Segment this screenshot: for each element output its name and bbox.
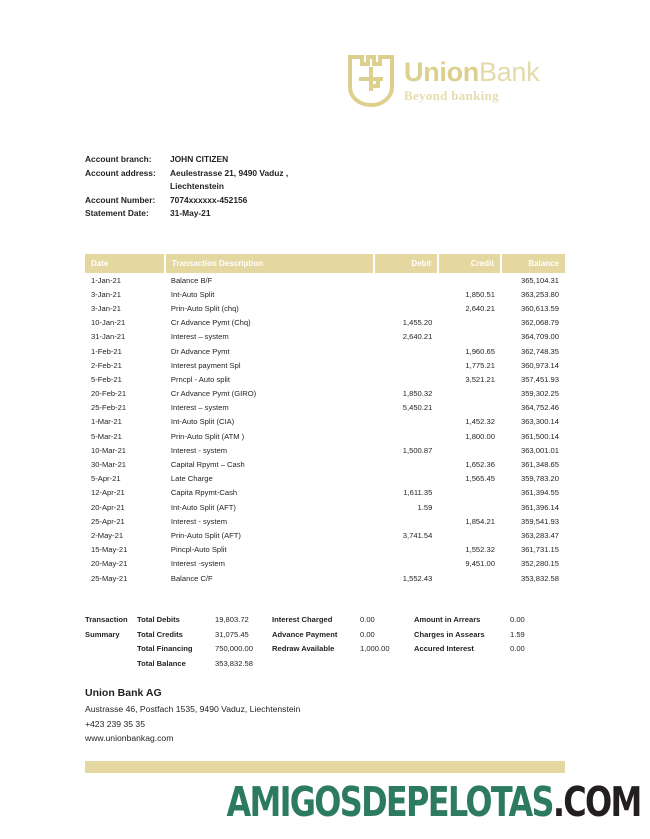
txn-debit: [374, 457, 438, 471]
txn-debit: [374, 344, 438, 358]
txn-debit: [374, 273, 438, 287]
summary-item-arrears-value: 0.00: [510, 644, 525, 653]
shield-cross-icon: [348, 55, 394, 107]
txn-debit: [374, 301, 438, 315]
txn-credit: [438, 500, 501, 514]
footer-accent-bar: [85, 761, 565, 773]
txn-credit: 1,775.21: [465, 360, 495, 370]
txn-credit: [438, 401, 501, 415]
table-row: [85, 528, 565, 542]
footer-phone: +423 239 35 35: [85, 718, 145, 729]
txn-description: Interest – system: [170, 403, 229, 413]
txn-credit: 1,960.65: [465, 346, 495, 356]
statement-date-value: 31-May-21: [170, 208, 211, 219]
txn-balance: 362,748.35: [520, 346, 559, 356]
txn-balance: 361,348.65: [520, 460, 559, 470]
table-row: [85, 514, 565, 528]
logo-word-bank: Bank: [478, 57, 540, 87]
column-header-credit: Credit: [438, 254, 501, 273]
txn-credit: 1,800.00: [465, 431, 495, 441]
txn-balance: 352,280.15: [520, 559, 559, 569]
summary-item-interest-label: Redraw Available: [272, 644, 335, 653]
txn-debit: 1,552.43: [402, 573, 433, 583]
summary-item-arrears-value: 0.00: [510, 615, 525, 624]
watermark: [143, 779, 650, 825]
watermark-suffix: .COM: [552, 778, 641, 826]
txn-date: 25-Feb-21: [91, 403, 127, 413]
account-branch-label: Account branch:: [85, 154, 152, 164]
txn-date: 3-Jan-21: [91, 289, 121, 299]
summary-item-interest-label: Interest Charged: [272, 615, 333, 624]
txn-balance: 363,300.14: [520, 417, 559, 427]
txn-date: 2-Feb-21: [91, 360, 122, 370]
table-row: [85, 358, 565, 372]
column-header-balance: Balance: [501, 254, 565, 273]
table-row: [85, 472, 565, 486]
txn-credit: 3,521.21: [465, 374, 495, 384]
table-row: [85, 344, 565, 358]
txn-debit: 1,500.87: [402, 445, 433, 455]
summary-item-interest-value: 0.00: [360, 629, 375, 639]
table-row: [85, 387, 565, 401]
column-header-description: Transaction Description: [165, 254, 374, 273]
footer-street-address: Austrasse 46, Postfach 1535, 9490 Vaduz, Liechtenstein: [85, 704, 301, 714]
txn-description: Int-Auto Split (AFT): [170, 502, 236, 512]
logo-text-block: [404, 55, 539, 104]
account-info-row: [85, 194, 288, 208]
txn-credit: [438, 316, 501, 330]
table-row: [85, 571, 565, 585]
txn-date: 12-Apr-21: [91, 488, 125, 498]
txn-balance: 353,832.58: [520, 573, 559, 583]
txn-description: Balance B/F: [170, 275, 213, 285]
txn-date: 20-May-21: [91, 559, 128, 569]
txn-date: 31-Jan-21: [91, 332, 126, 342]
table-row: [85, 500, 565, 514]
table-row: [85, 287, 565, 301]
summary-column-totals: [137, 613, 272, 671]
summary-item-interest-value: 1,000.00: [360, 644, 390, 653]
summary-item-interest: [272, 613, 414, 628]
txn-description: Dr Advance Pymt: [170, 346, 230, 356]
txn-description: Cr Advance Pymt (GIRO): [170, 389, 257, 399]
column-header-debit: Debit: [374, 254, 438, 273]
txn-date: 3-Jan-21: [91, 303, 121, 313]
summary-item-total: [137, 613, 272, 628]
txn-debit: [374, 557, 438, 571]
account-branch-value: JOHN CITIZEN: [170, 154, 229, 164]
txn-debit: [374, 472, 438, 486]
txn-debit: 1.59: [417, 502, 433, 512]
footer-company-name: Union Bank AG: [85, 687, 162, 699]
txn-date: 10-Mar-21: [91, 445, 127, 455]
txn-credit: 9,451.00: [465, 559, 495, 569]
txn-credit: [438, 486, 501, 500]
table-row: [85, 415, 565, 429]
table-row: [85, 316, 565, 330]
summary-item-total-value: 19,803.72: [215, 615, 249, 624]
summary-item-arrears-label: Amount in Arrears: [414, 615, 481, 624]
summary-item-arrears: [414, 613, 554, 628]
footer-website[interactable]: www.unionbankag.com: [85, 733, 174, 743]
txn-debit: 1,850.32: [402, 389, 433, 399]
summary-item-total: [137, 657, 272, 672]
txn-date: 1-Mar-21: [91, 417, 122, 427]
txn-credit: [438, 273, 501, 287]
table-row: [85, 486, 565, 500]
txn-description: Interest - system: [170, 516, 228, 526]
summary-column-interest: [272, 613, 414, 657]
account-number-label: Account Number:: [85, 194, 156, 205]
summary-item-total: [137, 628, 272, 643]
bank-logo: [348, 55, 539, 107]
txn-debit: 2,640.21: [402, 332, 433, 342]
summary-title-line1: Transaction: [85, 615, 128, 624]
txn-balance: 359,541.93: [520, 516, 559, 526]
txn-debit: 5,450.21: [402, 403, 433, 413]
txn-balance: 361,394.55: [520, 488, 559, 498]
txn-debit: [374, 358, 438, 372]
txn-debit: [374, 429, 438, 443]
txn-balance: 359,302.25: [520, 389, 559, 399]
txn-description: Interest - system: [170, 445, 228, 455]
txn-date: 10-Jan-21: [91, 318, 126, 328]
txn-debit: [374, 287, 438, 301]
account-info-row: [85, 180, 288, 194]
txn-balance: 361,396.14: [520, 502, 559, 512]
column-header-date: Date: [85, 254, 165, 273]
account-number-value: 7074xxxxxx-452156: [170, 194, 248, 205]
txn-date: 25-May-21: [91, 573, 128, 583]
table-header-row: [85, 254, 565, 273]
summary-item-total-label: Total Financing: [137, 644, 193, 653]
account-address-label-cont: [85, 180, 170, 194]
account-address-label: Account address:: [85, 167, 156, 178]
txn-credit: 1,850.51: [465, 289, 495, 299]
txn-description: Interest -system: [170, 559, 225, 569]
txn-debit: 3,741.54: [402, 530, 433, 540]
txn-date: 20-Feb-21: [91, 389, 127, 399]
summary-item-arrears: [414, 642, 554, 657]
table-row: [85, 557, 565, 571]
txn-description: Capita Rpymt-Cash: [170, 488, 238, 498]
txn-debit: [374, 514, 438, 528]
account-address-value-cont: Liechtenstein: [170, 181, 224, 192]
summary-item-arrears-value: 1.59: [510, 629, 525, 639]
summary-item-interest: [272, 628, 414, 643]
txn-date: 2-May-21: [91, 530, 124, 540]
txn-description: Prin-Auto Split (ATM ): [170, 431, 245, 441]
txn-credit: 1,652.36: [465, 460, 495, 470]
txn-credit: [438, 330, 501, 344]
txn-description: Prncpl - Auto split: [170, 374, 230, 384]
summary-item-total-value: 31,075.45: [215, 629, 249, 639]
summary-item-interest-label: Advance Payment: [272, 629, 338, 639]
txn-balance: 363,253.80: [520, 289, 559, 299]
txn-description: Int-Auto Split: [170, 289, 215, 299]
summary-item-arrears-label: Accured Interest: [414, 644, 474, 653]
txn-description: Prin-Auto Split (chq): [170, 303, 239, 313]
txn-date: 5-Apr-21: [91, 474, 121, 484]
txn-description: Late Charge: [170, 474, 213, 484]
table-row: [85, 273, 565, 287]
txn-description: Interest payment Spl: [170, 360, 241, 370]
table-row: [85, 443, 565, 457]
txn-description: Interest – system: [170, 332, 229, 342]
table-row: [85, 429, 565, 443]
txn-credit: 1,552.32: [465, 545, 495, 555]
summary-item-interest-value: 0.00: [360, 615, 375, 624]
txn-balance: 357,451.93: [520, 374, 559, 384]
transactions-table-header: [85, 254, 565, 273]
txn-description: Balance C/F: [170, 573, 213, 583]
txn-debit: 1,455.20: [402, 318, 433, 328]
account-info-row: [85, 153, 288, 167]
logo-wordmark: [404, 57, 539, 87]
txn-date: 15-May-21: [91, 545, 128, 555]
summary-item-arrears-label: Charges in Assears: [414, 629, 485, 639]
txn-balance: 365,104.31: [520, 275, 559, 285]
txn-description: Int-Auto Split (CIA): [170, 417, 235, 427]
summary-title-line2: Summary: [85, 629, 120, 639]
summary-title: [85, 613, 137, 642]
txn-debit: 1,611.35: [403, 488, 433, 498]
summary-item-total-value: 353,832.58: [215, 658, 254, 668]
transactions-table: [85, 254, 565, 585]
txn-debit: [374, 543, 438, 557]
account-info-row: [85, 167, 288, 181]
txn-date: 1-Jan-21: [91, 275, 121, 285]
transactions-table-body: [85, 273, 565, 585]
table-row: [85, 330, 565, 344]
txn-balance: 363,001.01: [520, 445, 559, 455]
summary-item-total: [137, 642, 272, 657]
summary-item-total-label: Total Debits: [137, 615, 180, 624]
txn-balance: 361,500.14: [520, 431, 559, 441]
txn-credit: 1,854.21: [465, 516, 495, 526]
summary-item-total-label: Total Credits: [137, 629, 183, 639]
account-info-row: [85, 207, 288, 221]
txn-date: 25-Apr-21: [91, 516, 125, 526]
txn-balance: 360,613.59: [520, 303, 559, 313]
table-row: [85, 543, 565, 557]
statement-date-label: Statement Date:: [85, 208, 149, 219]
summary-item-total-label: Total Balance: [137, 658, 186, 668]
txn-date: 1-Feb-21: [91, 346, 122, 356]
table-row: [85, 457, 565, 471]
summary-item-arrears: [414, 628, 554, 643]
logo-word-union: Union: [404, 57, 479, 87]
txn-balance: 364,709.00: [520, 332, 559, 342]
summary-item-interest: [272, 642, 414, 657]
txn-date: 5-Mar-21: [91, 431, 122, 441]
txn-credit: [438, 528, 501, 542]
table-row: [85, 372, 565, 386]
txn-balance: 363,283.47: [520, 530, 559, 540]
account-info: [85, 153, 288, 221]
txn-balance: 362,068.79: [520, 318, 559, 328]
txn-balance: 364,752.46: [520, 403, 559, 413]
txn-description: Cr Advance Pymt (Chq): [170, 318, 251, 328]
txn-balance: 359,783.20: [520, 474, 559, 484]
transaction-summary: [85, 613, 565, 671]
footer-address: [85, 685, 300, 746]
summary-item-total-value: 750,000.00: [215, 644, 254, 653]
txn-credit: 1,565.45: [465, 474, 495, 484]
watermark-primary: AMIGOSDEPELOTAS: [226, 778, 553, 826]
txn-date: 5-Feb-21: [91, 374, 122, 384]
txn-balance: 360,973.14: [520, 360, 559, 370]
txn-credit: 1,452.32: [465, 417, 495, 427]
txn-date: 20-Apr-21: [91, 502, 125, 512]
summary-column-arrears: [414, 613, 554, 657]
logo-tagline: Beyond banking: [404, 88, 499, 103]
txn-date: 30-Mar-21: [91, 460, 127, 470]
txn-credit: [438, 571, 501, 585]
txn-credit: [438, 387, 501, 401]
txn-credit: [438, 443, 501, 457]
txn-balance: 361,731.15: [520, 545, 559, 555]
txn-debit: [374, 372, 438, 386]
txn-debit: [374, 415, 438, 429]
txn-credit: 2,640.21: [465, 303, 495, 313]
account-address-value: Aeulestrasse 21, 9490 Vaduz ,: [170, 167, 289, 178]
txn-description: Pincpl-Auto Split: [170, 545, 227, 555]
table-row: [85, 301, 565, 315]
table-row: [85, 401, 565, 415]
txn-description: Capital Rpymt – Cash: [170, 460, 245, 470]
txn-description: Prin-Auto Split (AFT): [170, 530, 241, 540]
